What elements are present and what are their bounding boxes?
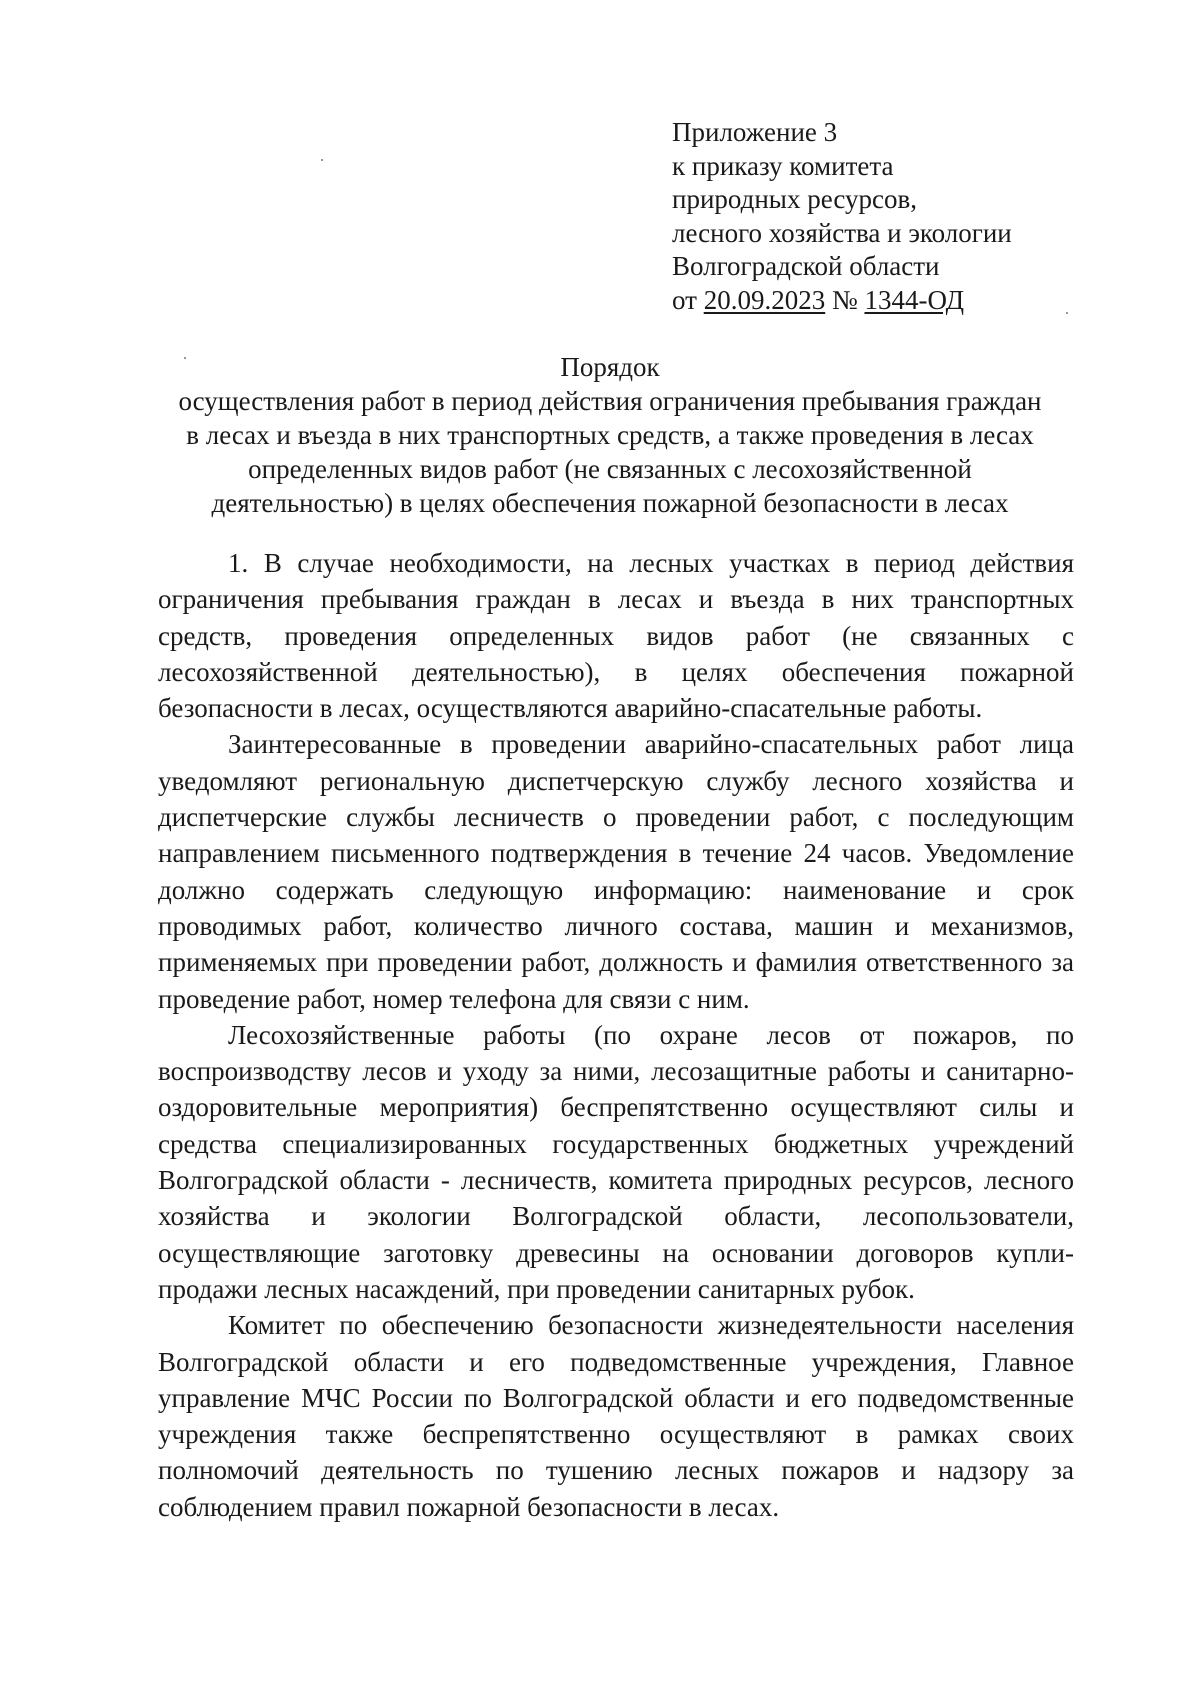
appendix-line: к приказу комитета <box>672 150 894 181</box>
title-heading: Порядок <box>560 352 660 382</box>
appendix-line: природных ресурсов, <box>672 184 917 214</box>
paragraph: Лесохозяйственные работы (по охране лесов от пожаров, по воспроизводству лесов и уходу за ними, лесозащитные работы и санитарно-оздоровительные мероприятия) беспрепятственно осуществляют силы и средства специализированных государственных бюджетных учреждений Волгоградской области - лесничеств, комитета природных ресурсов, лесного хозяйства и экологии Волгоградской области, лесопользователи, осуществляющие заготовку древесины на основании договоров купли-продажи лесных насаждений, при проведении санитарных рубок. <box>158 1019 1074 1304</box>
order-date: 20.09.2023 <box>703 284 826 315</box>
number-prefix: № <box>825 284 865 315</box>
order-number: 1344-ОД <box>864 284 965 315</box>
paragraph: Комитет по обеспечению безопасности жизнедеятельности населения Волгоградской области и его подведомственные учреждения, Главное управление МЧС России по Волгоградской области и его подведомственные учреждения также беспрепятственно осуществляют в рамках своих полномочий деятельность по тушению лесных пожаров и надзору за соблюдением правил пожарной безопасности в лесах. <box>158 1310 1074 1522</box>
title-line: деятельностью) в целях обеспечения пожарной безопасности в лесах <box>211 488 1009 518</box>
appendix-line: Волгоградской области <box>672 251 940 281</box>
paragraph: Заинтересованные в проведении аварийно-спасательных работ лица уведомляют региональную диспетчерскую службу лесного хозяйства и диспетчерские службы лесничеств о проведении работ, с последующим направлением письменного подтверждения в течение 24 часов. Уведомление должно содержать следующую информацию: наименование и срок проводимых работ, количество личного состава, машин и механизмов, применяемых при проведении работ, должность и фамилия ответственного за проведение работ, номер телефона для связи с ним. <box>158 729 1074 1014</box>
order-date-line <box>672 284 1092 318</box>
appendix-line: лесного хозяйства и экологии <box>672 217 1012 248</box>
date-prefix: от <box>672 284 704 315</box>
title-line: в лесах и въезда в них транспортных средств, а также проведения в лесах <box>186 420 1034 450</box>
appendix-header <box>672 116 1092 317</box>
appendix-line: Приложение 3 <box>672 117 838 147</box>
title-line: осуществления работ в период действия ограничения пребывания граждан <box>178 386 1042 416</box>
scan-speck <box>321 159 323 161</box>
title-line: определенных видов работ (не связанных с лесохозяйственной <box>248 454 972 484</box>
document-body <box>158 545 1074 1525</box>
document-title <box>130 350 1090 520</box>
paragraph: 1. В случае необходимости, на лесных участках в период действия ограничения пребывания граждан в лесах и въезда в них транспортных средств, проведения определенных видов работ (не связанных с лесохозяйственной деятельностью), в целях обеспечения пожарной безопасности в лесах, осуществляются аварийно-спасательные работы. <box>158 548 1074 724</box>
